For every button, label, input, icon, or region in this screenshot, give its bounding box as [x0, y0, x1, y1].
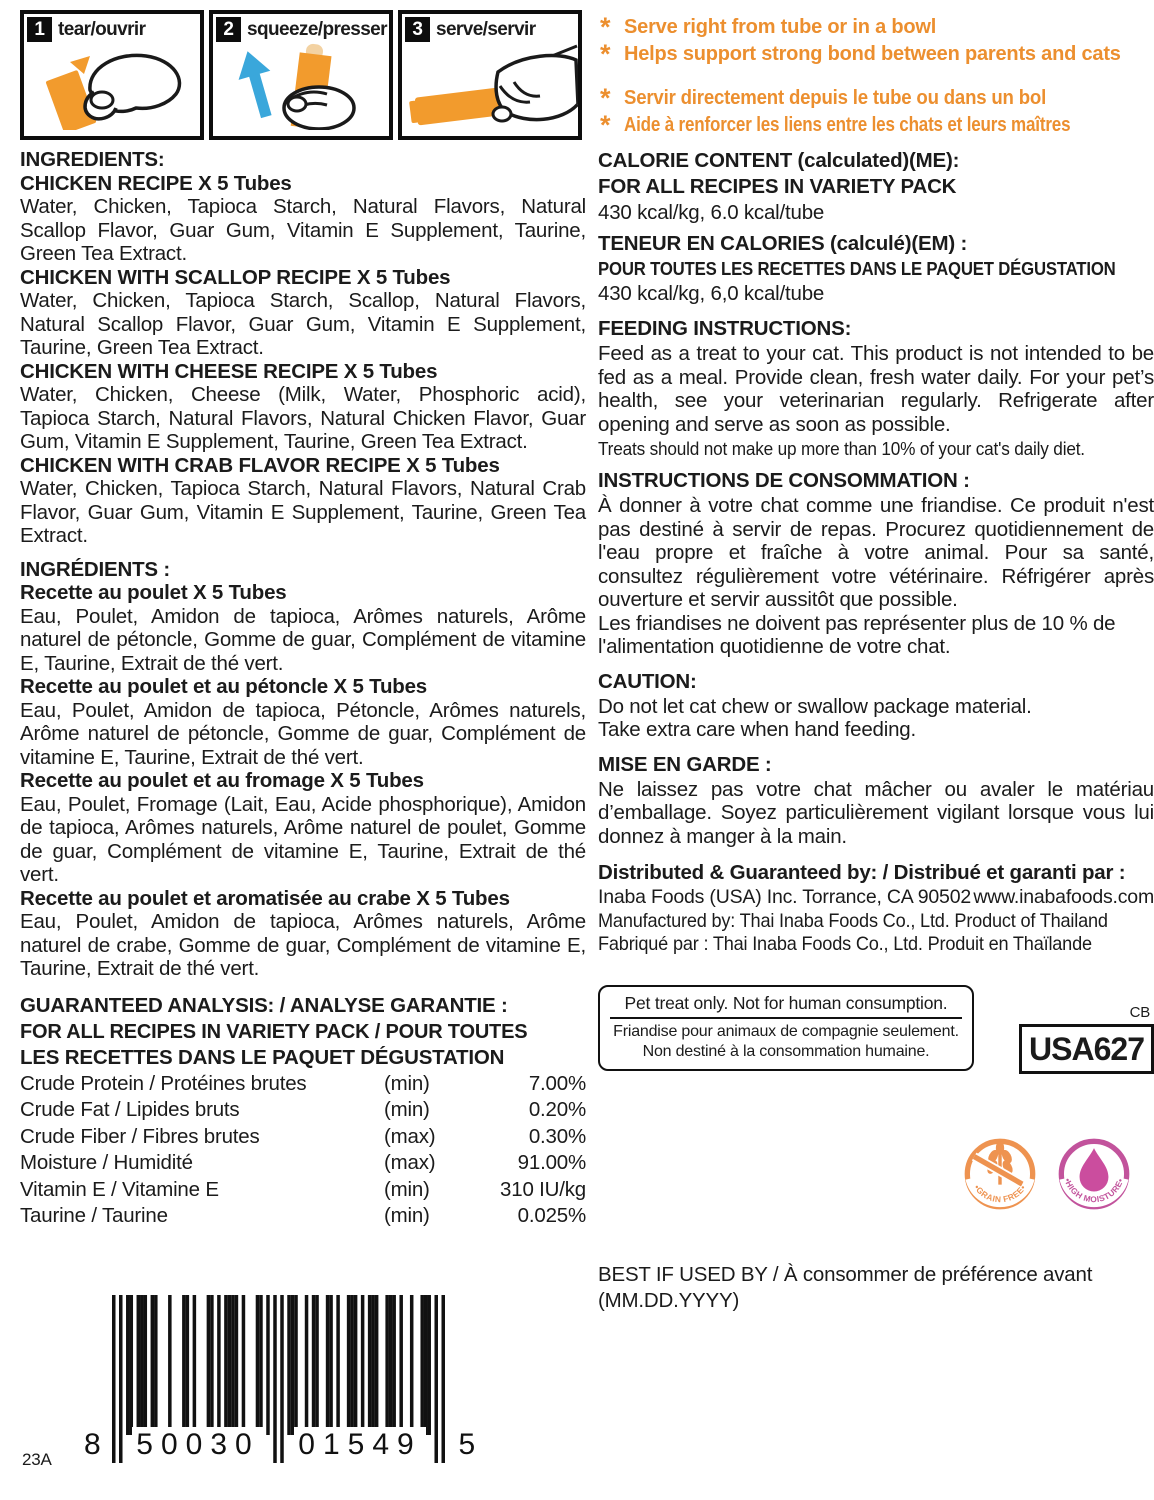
recipe-ingredients: Eau, Poulet, Amidon de tapioca, Pétoncle, Arômes naturels, Arôme naturel de pétoncle, Gomme de guar, Complément de vitamine E, Taurine, Extrait de thé vert. — [20, 698, 586, 769]
ga-value: 0.30% — [528, 1124, 586, 1148]
badges — [962, 1136, 1132, 1212]
usage-steps — [20, 10, 580, 140]
high-moisture-badge — [1056, 1136, 1132, 1212]
usa-code-box: USA627 — [1019, 1024, 1154, 1074]
step-header — [24, 14, 200, 42]
ga-row — [20, 1203, 586, 1230]
distributor-website: www.inabafoods.com — [973, 886, 1154, 908]
tear-illustration — [24, 42, 200, 130]
step-header — [402, 14, 578, 42]
step-label: squeeze/presser — [247, 18, 387, 40]
best-by-line: BEST IF USED BY / À consommer de préférence avant — [598, 1263, 1093, 1286]
caution-body-fr: Ne laissez pas votre chat mâcher ou avaler le matériau d’emballage. Soyez particulièrement vigilant lorsque vous lui donnez à manger à la main. — [598, 777, 1154, 848]
squeeze-illustration — [213, 42, 389, 130]
recipe-ingredients: Eau, Poulet, Fromage (Lait, Eau, Acide phosphorique), Amidon de tapioca, Arômes naturels, Arôme naturel de poulet, Gomme de guar, Complément de vitamine E, Taurine, Extrait de thé vert. — [20, 792, 586, 886]
caution-title-en: CAUTION: — [598, 669, 697, 693]
calorie-value-en: 430 kcal/kg, 6.0 kcal/tube — [598, 201, 825, 224]
benefit-bullets — [600, 14, 1154, 156]
recipe-name: CHICKEN WITH CHEESE RECIPE X 5 Tubes — [20, 359, 438, 383]
step-number: 2 — [216, 17, 241, 42]
feeding-note-en: Treats should not make up more than 10% of your cat's daily diet. — [598, 438, 1085, 459]
ga-row — [20, 1124, 586, 1151]
recipe-name: Recette au poulet et au pétoncle X 5 Tubes — [20, 675, 428, 698]
best-by-date-format: (MM.DD.YYYY) — [598, 1289, 740, 1312]
guaranteed-analysis-section — [20, 993, 586, 1230]
caution-title-fr: MISE EN GARDE : — [598, 752, 772, 776]
ga-label: Vitamin E / Vitamine E — [20, 1177, 219, 1201]
recipe-name: CHICKEN RECIPE X 5 Tubes — [20, 171, 292, 195]
recipe-name: Recette au poulet et au fromage X 5 Tubes — [20, 769, 424, 792]
up-arrow-icon — [232, 47, 282, 121]
ga-limit: (min) — [384, 1204, 430, 1227]
benefit-text: Serve right from tube or in a bowl — [624, 16, 937, 38]
recipe-name: Recette au poulet et aromatisée au crabe X 5 Tubes — [20, 886, 510, 910]
benefit-group-en — [600, 14, 1154, 68]
ga-limit: (max) — [384, 1124, 436, 1148]
benefit-text: Aide à renforcer les liens entre les chats et leurs maîtres — [624, 114, 1071, 136]
ga-label: Crude Fat / Lipides bruts — [20, 1098, 240, 1121]
step-label: tear/ouvrir — [58, 18, 146, 40]
calorie-subtitle-fr: POUR TOUTES LES RECETTES DANS LE PAQUET DÉGUSTATION — [598, 259, 1116, 279]
feeding-body-fr: À donner à votre chat comme une friandise. Ce produit n'est pas destiné à servir de repas. Procurez quotidiennement de l'eau propre et fraîche à votre animal. Pour sa santé, consultez régulièrement votre vétérinaire. Réfrigérer après ouverture et servir aussitôt que possible. — [598, 494, 1154, 611]
cb-label: CB — [1129, 1003, 1150, 1021]
barcode-digit: 5 — [458, 1428, 475, 1461]
calorie-subtitle-en: FOR ALL RECIPES IN VARIETY PACK — [598, 175, 957, 198]
asterisk-icon: * — [600, 83, 611, 113]
badge-arc-label: •GRAIN FREE• — [972, 1182, 1028, 1205]
ga-row — [20, 1097, 586, 1124]
recipe-name: CHICKEN WITH SCALLOP RECIPE X 5 Tubes — [20, 265, 451, 289]
ga-value: 0.025% — [517, 1204, 586, 1227]
ga-label: Crude Fiber / Fibres brutes — [20, 1124, 260, 1148]
recipe-ingredients: Eau, Poulet, Amidon de tapioca, Arômes naturels, Arôme naturel de pétoncle, Gomme de guar, Complément de vitamine E, Taurine, Extrait de thé vert. — [20, 604, 586, 675]
ingredients-en-heading: INGREDIENTS: — [20, 148, 165, 171]
asterisk-icon: * — [600, 110, 611, 140]
distribution-section — [598, 860, 1154, 957]
ga-value: 7.00% — [528, 1071, 586, 1095]
feeding-title-fr: INSTRUCTIONS DE CONSOMMATION : — [598, 469, 970, 492]
benefit-text: Servir directement depuis le tube ou dans un bol — [624, 87, 1047, 109]
ingredients-fr-heading: INGRÉDIENTS : — [20, 557, 171, 581]
divider — [610, 1017, 962, 1019]
calorie-section — [598, 148, 1154, 306]
step-number: 1 — [27, 17, 52, 42]
ga-limit: (min) — [384, 1071, 430, 1095]
distributor-line — [598, 886, 1154, 910]
best-by-section — [598, 1262, 1154, 1314]
distributor-address: Inaba Foods (USA) Inc. Torrance, CA 90502 — [598, 886, 971, 908]
calorie-value-fr: 430 kcal/kg, 6,0 kcal/tube — [598, 282, 825, 305]
water-drop-icon — [1080, 1148, 1109, 1191]
feeding-title-en: FEEDING INSTRUCTIONS: — [598, 317, 852, 340]
usage-step-squeeze — [209, 10, 393, 140]
barcode-digit-group: 50030 — [132, 1427, 264, 1463]
ga-row — [20, 1177, 586, 1204]
serve-illustration — [402, 42, 578, 130]
ga-row — [20, 1071, 586, 1098]
ga-limit: (min) — [384, 1177, 430, 1201]
step-label: serve/servir — [436, 18, 536, 40]
usage-step-serve — [398, 10, 582, 140]
ga-label: Moisture / Humidité — [20, 1151, 193, 1174]
benefit-line — [600, 14, 1154, 41]
feeding-note-fr: Les friandises ne doivent pas représenter plus de 10 % de l'alimentation quotidienne de votre chat. — [598, 611, 1116, 658]
plant-code: 23A — [22, 1450, 52, 1469]
recipe-ingredients: Eau, Poulet, Amidon de tapioca, Arômes naturels, Arôme naturel de crabe, Gomme de guar, Complément de vitamine E, Taurine, Extrait de thé vert. — [20, 910, 586, 980]
ga-value: 0.20% — [528, 1098, 586, 1121]
cert-stack — [1019, 1005, 1154, 1074]
pet-treat-row — [598, 985, 1154, 1074]
ga-row — [20, 1150, 586, 1177]
step-number: 3 — [405, 17, 430, 42]
pet-treat-line-fr: Non destiné à la consommation humaine. — [642, 1043, 930, 1060]
calorie-title-fr: TENEUR EN CALORIES (calculé)(EM) : — [598, 232, 968, 255]
benefit-line — [600, 41, 1154, 68]
recipe-ingredients: Water, Chicken, Tapioca Starch, Natural Flavors, Natural Crab Flavor, Guar Gum, Vitamin E Supplement, Taurine, Green Tea Extract. — [20, 477, 586, 547]
caution-section — [598, 669, 1154, 849]
caution-line: Do not let cat chew or swallow package material. — [598, 694, 1032, 718]
recipe-name: CHICKEN WITH CRAB FLAVOR RECIPE X 5 Tubes — [20, 453, 500, 477]
caution-line: Take extra care when hand feeding. — [598, 718, 916, 741]
recipe-ingredients: Water, Chicken, Cheese (Milk, Water, Phosphoric acid), Tapioca Starch, Natural Flavors, Natural Chicken Flavor, Guar Gum, Vitamin E Supplement, Taurine, Green Tea Extract. — [20, 383, 586, 453]
step-header — [213, 14, 389, 42]
pet-treat-line-en: Pet treat only. Not for human consumption. — [624, 992, 948, 1013]
benefit-line — [600, 85, 1154, 112]
ingredients-analysis-column — [20, 148, 586, 1230]
recipe-ingredients: Water, Chicken, Tapioca Starch, Natural Flavors, Natural Scallop Flavor, Guar Gum, Vitamin E Supplement, Taurine, Green Tea Extract. — [20, 195, 586, 265]
recipe-name: Recette au poulet X 5 Tubes — [20, 581, 287, 604]
ga-label: Crude Protein / Protéines brutes — [20, 1071, 307, 1095]
usage-step-tear — [20, 10, 204, 140]
grain-free-badge — [962, 1136, 1038, 1212]
recipe-ingredients: Water, Chicken, Tapioca Starch, Scallop, Natural Flavors, Natural Scallop Flavor, Guar Gum, Vitamin E Supplement, Taurine, Green Tea Extract. — [20, 289, 586, 359]
benefit-text: Helps support strong bond between parents and cats — [624, 43, 1121, 65]
ga-limit: (max) — [384, 1151, 436, 1174]
pet-treat-line-fr: Friandise pour animaux de compagnie seulement. — [613, 1022, 959, 1040]
barcode-digit: 8 — [84, 1428, 101, 1461]
asterisk-icon: * — [600, 39, 611, 69]
asterisk-icon: * — [600, 12, 611, 42]
feeding-section — [598, 316, 1154, 659]
benefit-group-fr — [600, 85, 1154, 139]
barcode-digit-group: 01549 — [294, 1427, 426, 1463]
pet-treat-box — [598, 985, 974, 1071]
ga-heading-line: LES RECETTES DANS LE PAQUET DÉGUSTATION — [20, 1045, 505, 1069]
barcode — [84, 1295, 475, 1467]
distributor-title: Distributed & Guaranteed by: / Distribué et garanti par : — [598, 861, 1126, 884]
ga-limit: (min) — [384, 1098, 430, 1121]
ga-heading-line: GUARANTEED ANALYSIS: / ANALYSE GARANTIE : — [20, 993, 508, 1017]
info-column — [598, 148, 1154, 1074]
badge-arc-label: •HIGH MOISTURE• — [1062, 1176, 1126, 1205]
benefit-line — [600, 112, 1154, 139]
ga-heading-line: FOR ALL RECIPES IN VARIETY PACK / POUR TOUTES — [20, 1020, 528, 1043]
ga-value: 91.00% — [517, 1151, 586, 1174]
manufacturer-line-en: Manufactured by: Thai Inaba Foods Co., Ltd. Product of Thailand — [598, 909, 1108, 932]
ga-label: Taurine / Taurine — [20, 1204, 168, 1227]
ga-value: 310 IU/kg — [500, 1177, 586, 1201]
manufacturer-line-fr: Fabriqué par : Thai Inaba Foods Co., Ltd. Produit en Thaïlande — [598, 933, 1092, 955]
feeding-body-en: Feed as a treat to your cat. This product is not intended to be fed as a meal. Provide clean, fresh water daily. For your pet’s health, see your veterinarian regularly. Refrigerate after opening and serve as soon as possible. — [598, 342, 1154, 436]
calorie-title-en: CALORIE CONTENT (calculated)(ME): — [598, 149, 960, 172]
